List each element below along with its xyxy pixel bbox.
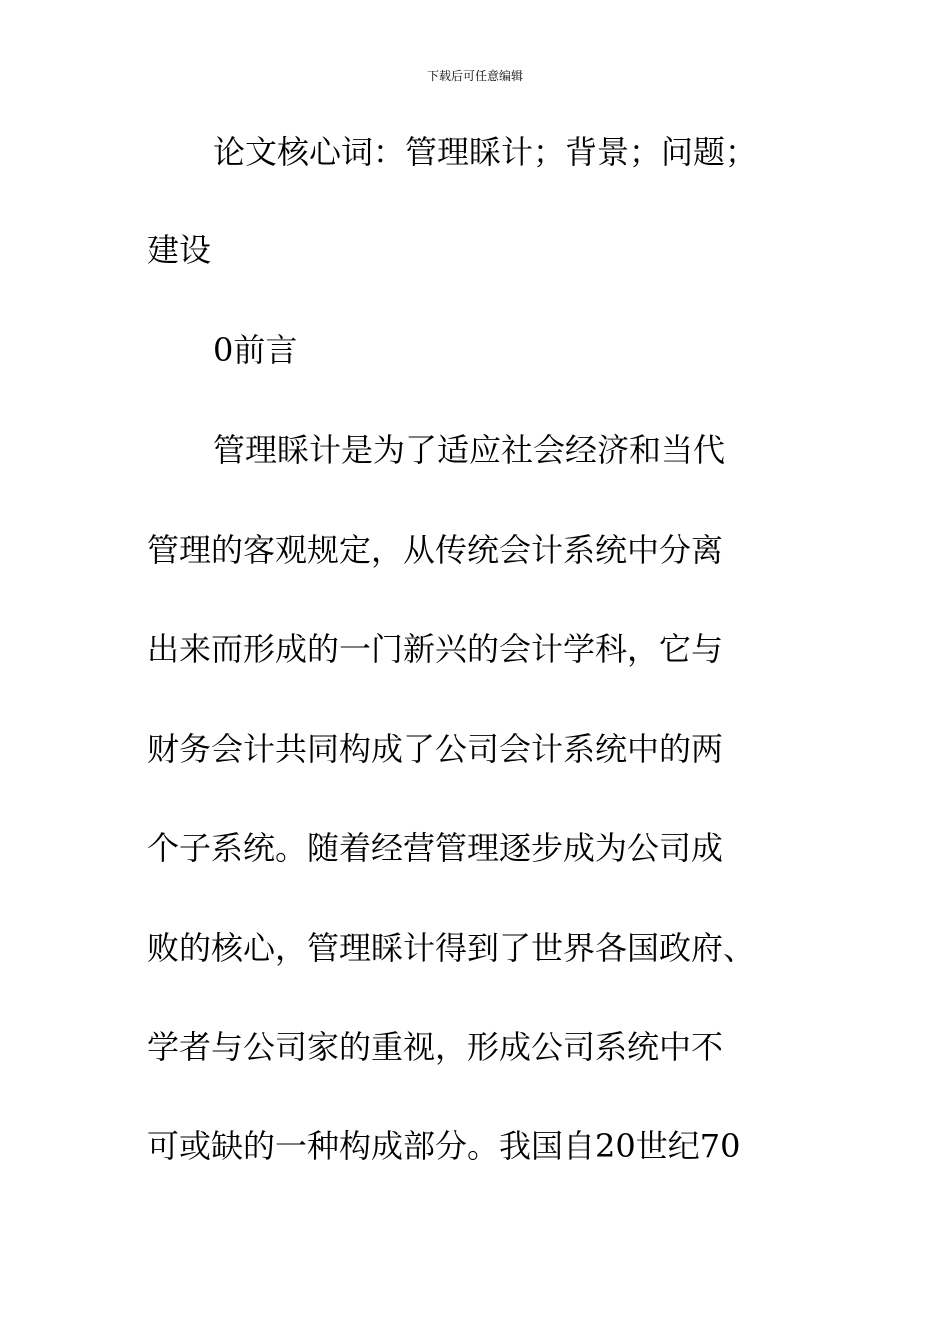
- keywords-line: 论文核心词：管理睬计；背景；问题；: [213, 133, 758, 171]
- paragraph-line: 管理的客观规定，从传统会计系统中分离: [147, 531, 724, 569]
- paragraph-line: 财务会计共同构成了公司会计系统中的两: [147, 730, 724, 768]
- section-heading: 0前言: [213, 331, 298, 369]
- paragraph-line: 出来而形成的一门新兴的会计学科，它与: [147, 630, 724, 668]
- paragraph-line: 个子系统。随着经营管理逐步成为公司成: [147, 829, 724, 867]
- page-header: 下载后可任意编辑: [426, 69, 523, 83]
- paragraph-line: 可或缺的一种构成部分。我国自20世纪70: [147, 1127, 741, 1165]
- paragraph-line: 学者与公司家的重视，形成公司系统中不: [147, 1028, 724, 1066]
- keywords-line-continued: 建设: [147, 231, 212, 269]
- paragraph-line: 管理睬计是为了适应社会经济和当代: [213, 431, 726, 469]
- paragraph-line: 败的核心，管理睬计得到了世界各国政府、: [147, 929, 756, 967]
